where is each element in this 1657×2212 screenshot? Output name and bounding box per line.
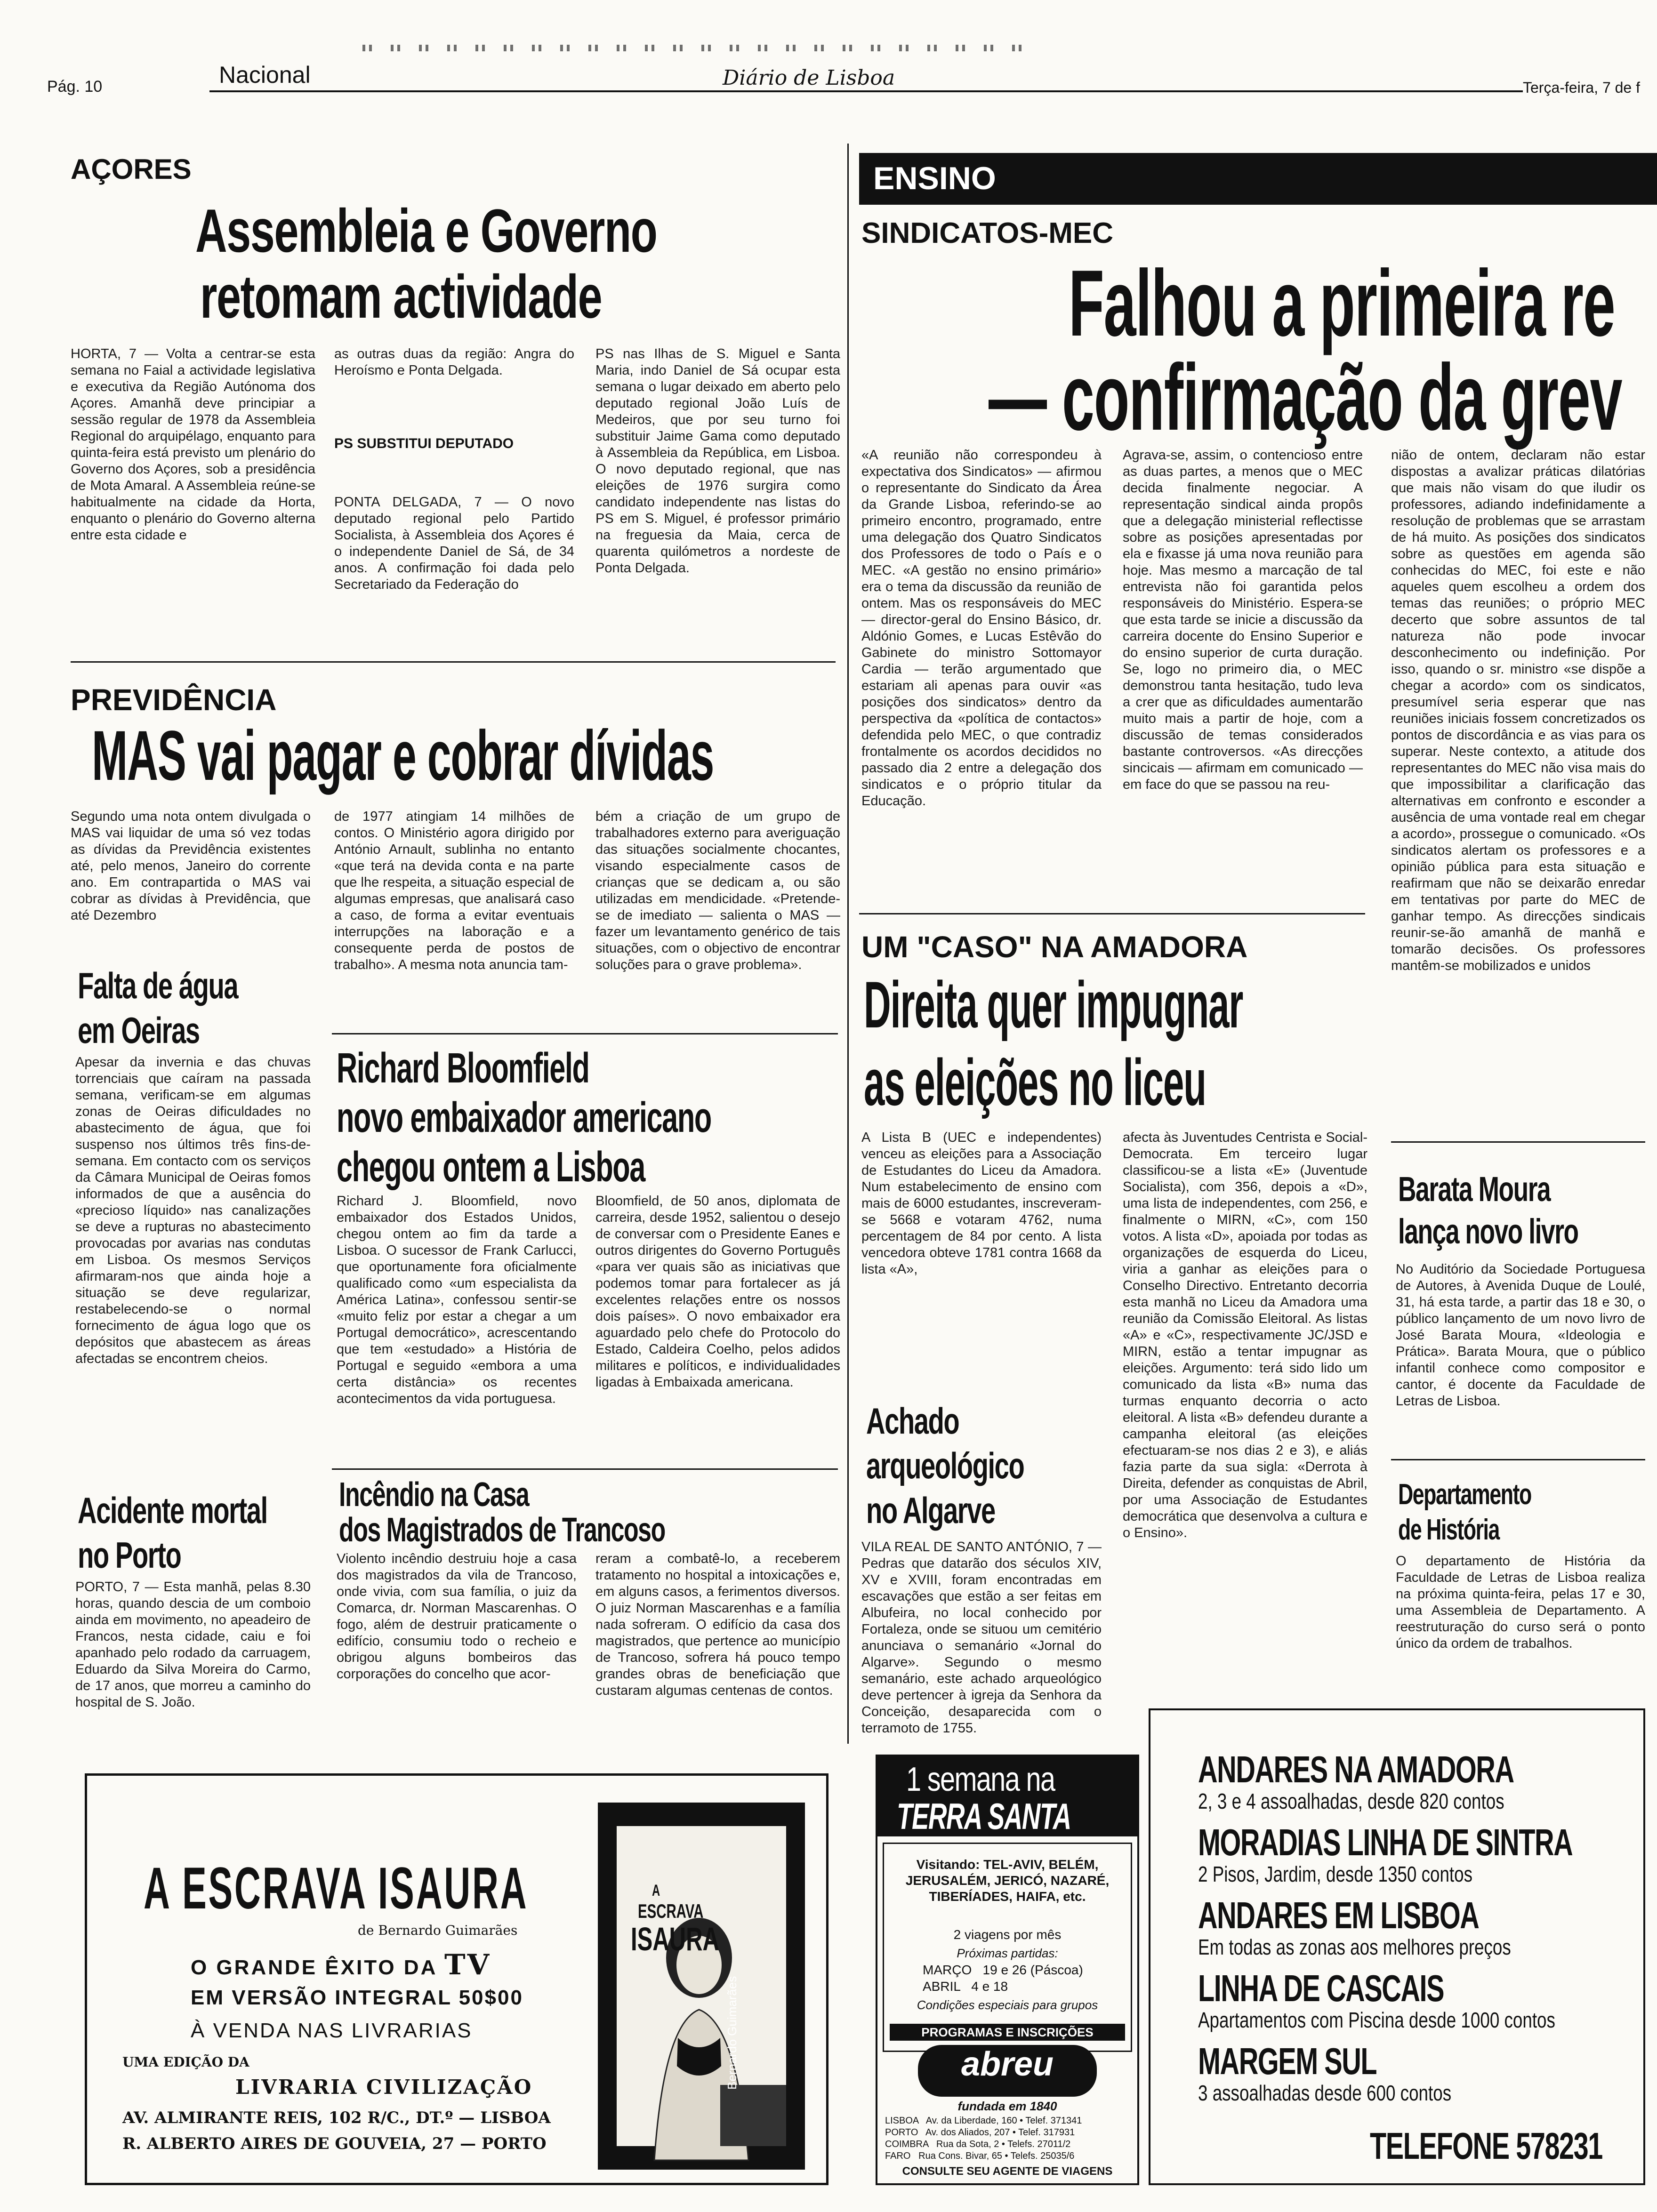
headline-bloomfield-1: Richard Bloomfield <box>337 1045 589 1092</box>
ad-andares-title-4: LINHA DE CASCAIS <box>1198 1967 1444 2009</box>
headline-agua-2: em Oeiras <box>78 1010 200 1051</box>
ad-andares-title-2: MORADIAS LINHA DE SINTRA <box>1198 1821 1573 1863</box>
article-achado: VILA REAL DE SANTO ANTÓNIO, 7 — Pedras que datarão dos séculos XIV, XV e XVIII, foram encontradas em escavações que estão a ser feitas em Albufeira, no local conhecido por Fortaleza, onde se situou um cemitério anunciava o semanário «Jornal do Algarve». Segundo o mesmo semanário, este achado arqueológico deve pertencer à igreja da Senhora da Conceição, desaparecida com o terramoto de 1755. <box>861 1539 1102 1736</box>
book-cover-a: A <box>652 1882 660 1899</box>
headline-bloomfield-2: novo embaixador americano <box>337 1094 711 1141</box>
article-acores-col2a: as outras duas da região: Angra do Heroísmo e Ponta Delgada. <box>334 346 574 378</box>
article-agua: Apesar da invernia e das chuvas torrenciais que caíram na passada semana, verificam-se em algumas zonas de Oeiras dificuldades no abastecimento de água, que foi suspenso nos últimos três fins-de-semana. Em contacto com os serviços da Câmara Municipal de Oeiras fomos informados de que a ausência do «precioso líquido» nas canalizações se deve a rupturas no abastecimento provocadas por avarias nas condutas em Lisboa. Os mesmos Serviços afirmaram-nos que ainda hoje a situação se deve regularizar, restabelecendo-se o normal fornecimento de água logo que os depósitos que abastecem as áreas afectadas se encontrem cheios. <box>75 1055 311 1366</box>
issue-date: Terça-feira, 7 de f <box>1523 79 1640 96</box>
book-cover-author: Bernardo Guimarães <box>725 1976 739 2090</box>
headline-acidente-1: Acidente mortal <box>78 1490 267 1531</box>
divider-departamento <box>1391 1459 1645 1460</box>
book-cover-isaura: ISAURA <box>631 1921 719 1957</box>
headline-agua-1: Falta de água <box>78 965 238 1006</box>
article-departamento: O departamento de História da Faculdade de Letras de Lisboa realiza na próxima quinta-feira, pelas 17 e 30, uma Assembleia de Departamento. A reestruturação do curso será o ponto único da ordem de trabalhos. <box>1396 1554 1645 1651</box>
book-cover-image <box>598 1803 805 2170</box>
divider-amadora <box>859 913 1365 914</box>
headline-achado-2: arqueológico <box>866 1445 1024 1486</box>
masthead-top-marks <box>362 45 1036 51</box>
ad-terra-visit: Visitando: TEL-AVIV, BELÉM, JERUSALÉM, JERICÓ, NAZARÉ, TIBERÍADES, HAIFA, etc. <box>905 1857 1110 1904</box>
headline-amadora-1: Direita quer impugnar <box>864 968 1243 1042</box>
headline-acores-2: retomam actividade <box>200 262 602 331</box>
headline-incendio-2: dos Magistrados de Trancoso <box>339 1511 665 1549</box>
center-column-rule <box>847 144 849 1744</box>
ad-terra-addr2: PORTO Av. dos Aliados, 207 • Telef. 317931 <box>885 2127 1075 2138</box>
headline-acores-1: Assembleia e Governo <box>195 196 657 265</box>
divider-barata <box>1391 1141 1645 1143</box>
page-number: Pág. 10 <box>47 78 103 96</box>
subhead-ps-substitui: PS SUBSTITUI DEPUTADO <box>334 436 514 451</box>
article-acidente: PORTO, 7 — Esta manhã, pelas 8.30 horas, quando descia de um comboio ainda em movimento, no apeadeiro de Francos, nesta cidade, caiu e foi apanhado pelo rodado da carruagem, Eduardo da Silva Moreira do Carmo, de 17 anos, que morreu a caminho do hospital de S. João. <box>75 1579 311 1710</box>
ad-andares-title-1: ANDARES NA AMADORA <box>1198 1748 1514 1790</box>
divider-acores <box>71 661 836 663</box>
ad-andares-sub-4: Apartamentos com Piscina desde 1000 contos <box>1198 2008 1555 2032</box>
section-tag-ensino: ENSINO <box>873 160 996 196</box>
ad-andares-sub-1: 2, 3 e 4 assoalhadas, desde 820 contos <box>1198 1789 1504 1813</box>
ad-terra-heading-1: 1 semana na <box>906 1761 1055 1798</box>
article-ensino-col3: nião de ontem, declaram não estar dispostas a avalizar práticas dilatórias que mais não visam do que iludir os professores, adiando indefinidamente a resolução de problemas que se arrastam de há muito. As posições dos sindicatos sobre as questões em agenda são conhecidas do MEC, foi este e não aqueles quem escolheu a ordem dos temas das reuniões; o próprio MEC decerto que sobre assuntos de tal natureza não pode invocar desconhecimento ou indefinição. Por isso, quando o sr. ministro «se dispõe a chegar a acordo» com os sindicatos, presumível seria esperar que nas reuniões iniciais fossem concretizados os pontos de discordância e as vias para os superar. Neste contexto, a atitude dos representantes do MEC não visa mais do que impossibilitar a clarificação das alternativas em confronto e esconder a ausência de uma vontade real em chegar a acordo», prossegue o comunicado. «Os sindicatos alertam os professores e a opinião pública para esta situação e reafirmam que não se deixarão enredar em tentativas por parte do MEC de ganhar tempo. As direcções sindicais reunir-se-ão amanhã de manhã e tomarão decisões. Os professores mantêm-se mobilizados e unidos <box>1391 448 1645 973</box>
section-tag-previdencia: PREVIDÊNCIA <box>71 683 277 717</box>
section-tag-acores: AÇORES <box>71 153 192 185</box>
headline-achado-1: Achado <box>866 1400 959 1442</box>
ad-isaura-author: de Bernardo Guimarães <box>358 1923 518 1938</box>
paper-name: Diário de Lisboa <box>723 66 895 90</box>
divider-incendio <box>332 1468 838 1470</box>
ad-isaura-line6: AV. ALMIRANTE REIS, 102 R/C., DT.º — LISBOA <box>122 2108 551 2127</box>
article-amadora-col1: A Lista B (UEC e independentes) venceu as eleições para a Associação de Estudantes do Liceu da Amadora. Num estabelecimento de ensino com mais de 6000 estudantes, inscreveram-se 5668 e votaram 4762, numa percentagem de 84 por cento. A lista vencedora obteve 1781 contra 1668 da lista «A», <box>861 1130 1102 1277</box>
ad-terra-dep: Próximas partidas: <box>957 1946 1058 1960</box>
headline-departamento-1: Departamento <box>1398 1478 1531 1511</box>
ad-terra-consult: CONSULTE SEU AGENTE DE VIAGENS <box>902 2165 1113 2178</box>
ad-andares-title-5: MARGEM SUL <box>1198 2040 1377 2082</box>
article-barata: No Auditório da Sociedade Portuguesa de Autores, à Avenida Duque de Loulé, 31, há esta tarde, a partir das 18 e 30, o público lançamento de um novo livro de José Barata Moura, «Ideologia e Prática». Barata Moura, que o público infantil conhece como compositor e cantor, é docente da Faculdade de Letras de Lisboa. <box>1396 1262 1645 1409</box>
article-acores-col3: PS nas Ilhas de S. Miguel e Santa Maria, indo Daniel de Sá ocupar esta semana o lugar deixado em aberto pelo deputado regional João Luís de Medeiros, que por seu turno foi substituir Jaime Gama como deputado à Assembleia da República, em Lisboa. O novo deputado regional, que nas eleições de 1976 surgira como candidato independente nas listas do PS em S. Miguel, é professor primário na freguesia da Maia, cerca de quarenta quilómetros a nordeste de Ponta Delgada. <box>595 346 840 576</box>
ad-isaura-line7: R. ALBERTO AIRES DE GOUVEIA, 27 — PORTO <box>122 2134 547 2153</box>
divider-bloomfield <box>332 1033 838 1034</box>
ad-isaura-line1 <box>191 1948 491 1981</box>
ad-terra-march: MARÇO 19 e 26 (Páscoa) <box>923 1963 1083 1977</box>
article-bloomfield-col2: Bloomfield, de 50 anos, diplomata de carreira, desde 1952, salientou o desejo de conversar com o Presidente Eanes e outros dirigentes do Governo Português «para ver quais são as iniciativas que podemos tomar para fortalecer as já excelentes relações entre os nossos dois países». O novo embaixador era aguardado pelo chefe do Protocolo do Estado, Caldeira Coelho, pelos adidos militares e políticos, e individualidades ligadas à Embaixada americana. <box>595 1194 840 1390</box>
article-incendio-col1: Violento incêndio destruiu hoje a casa dos magistrados da vila de Trancoso, onde vivia, com sua família, o juiz da Comarca, dr. Norman Mascarenhas. O fogo, além de destruir praticamente o edifício, consumiu todo o recheio e obrigou alguns bombeiros das corporações do concelho que acor- <box>337 1551 577 1682</box>
ad-andares-phone: TELEFONE 578231 <box>1370 2125 1602 2167</box>
article-acores-col1: HORTA, 7 — Volta a centrar-se esta semana no Faial a actividade legislativa e executiva da Região Autónoma dos Açores. Amanhã deve principiar a sessão regular de 1978 da Assembleia Regional do arquipélago, enquanto para quinta-feira está previsto um plenário do Governo dos Açores, sob a presidência de Mota Amaral. A Assembleia reúne-se habitualmente na cidade da Horta, enquanto o plenário do Governo alterna entre esta cidade e <box>71 346 315 543</box>
ad-andares-title-3: ANDARES EM LISBOA <box>1198 1894 1479 1936</box>
book-cover-figure <box>598 1803 805 2170</box>
headline-ensino-1: Falhou a primeira re <box>1069 251 1615 356</box>
headline-bloomfield-3: chegou ontem a Lisboa <box>337 1144 645 1191</box>
headline-barata-2: lança novo livro <box>1398 1212 1578 1251</box>
article-ensino-col2: Agrava-se, assim, o contencioso entre as duas partes, a menos que o MEC decida finalmente negociar. A representação sindical ainda propôs que a delegação ministerial reflectisse sobre as posições apresentadas por ela e fixasse já uma nova reunião para hoje. Mas mesmo a marcação de tal entrevista não foi garantida pelos responsáveis do Ministério. Espera-se que esta tarde se inicie a discussão da carreira docente do Ensino Superior e do ensino superior de curta duração. Se, logo no primeiro dia, o MEC demonstrou tanta hesitação, tudo leva a crer que as dificuldades aumentarão muito mais a partir de hoje, com a discussão de temas considerados bastante controversos. «As direcções sincicais — afirmam em comunicado — em face do que se passou na reu- <box>1123 448 1363 792</box>
ad-andares-sub-2: 2 Pisos, Jardim, desde 1350 contos <box>1198 1862 1472 1886</box>
masthead-rule <box>209 90 1523 92</box>
ad-terra-cond: Condições especiais para grupos <box>917 1998 1098 2012</box>
article-previdencia-col2: de 1977 atingiam 14 milhões de contos. O Ministério agora dirigido por António Arnault, sublinha no entanto «que terá na devida conta e na parte que lhe respeita, a situação especial de algumas empresas, que analisará caso a caso, de forma a evitar eventuais interrupções na laboração e a consequente perda de postos de trabalho». A mesma nota anuncia tam- <box>334 809 574 972</box>
headline-barata-1: Barata Moura <box>1398 1170 1551 1209</box>
ad-terra-addr3: COIMBRA Rua da Sota, 2 • Telefs. 27011/2 <box>885 2139 1071 2149</box>
article-ensino-col1: «A reunião não correspondeu à expectativa dos Sindicatos» — afirmou o representante do Sindicato da Área da Grande Lisboa, referindo-se ao primeiro encontro, programado, entre uma delegação dos Quatro Sindicatos dos Professores de todo o País e o MEC. «A gestão no ensino primário» era o tema da discussão da reunião de ontem. Mas os responsáveis do MEC — director-geral do Ensino Básico, dr. Aldónio Gomes, e Lucas Estêvão do Gabinete do ministro Sottomayor Cardia — terão argumentado que estariam ali apenas para ouvir «as posições dos sindicatos» dentro da perspectiva da «política de contactos» defendida pelo MEC, o que contradiz frontalmente os acordos decididos no passado dia 2 entre a delegação dos sindicatos e o próprio titular da Educação. <box>861 448 1102 809</box>
ad-andares-sub-5: 3 assoalhadas desde 600 contos <box>1198 2081 1452 2105</box>
ad-isaura-line5: LIVRARIA CIVILIZAÇÃO <box>235 2076 533 2099</box>
ad-isaura-line4: UMA EDIÇÃO DA <box>122 2054 249 2070</box>
ad-isaura-tv: TV <box>444 1948 491 1981</box>
ad-andares-sub-3: Em todas as zonas aos melhores preços <box>1198 1935 1511 1959</box>
ad-terra-april: ABRIL 4 e 18 <box>923 1979 1008 1994</box>
ad-terra-brand: abreu <box>961 2045 1054 2083</box>
ad-terra-per: 2 viagens por mês <box>953 1927 1062 1942</box>
ad-terra-since: fundada em 1840 <box>957 2099 1057 2113</box>
ad-terra-heading-2: TERRA SANTA <box>897 1795 1071 1837</box>
book-cover-escrava: ESCRAVA <box>638 1900 704 1922</box>
article-previdencia-col3: bém a criação de um grupo de trabalhadores externo para averiguação das situações socialmente chocantes, visando especialmente casos de crianças que se dedicam a, ou são utilizadas em mendicidade. «Pretende-se de imediato — salienta o MAS — fazer um levantamento genérico de tais situações, com o objectivo de encontrar soluções para o grave problema». <box>595 809 840 972</box>
article-incendio-col2: reram a combatê-lo, a receberem tratamento no hospital a intoxicações e, em alguns casos, a ferimentos diversos. O juiz Norman Mascarenhas e a família nada sofreram. O edifício da casa dos magistrados, que pertence ao município de Trancoso, sofrera há pouco tempo grandes obras de beneficiação que custaram algumas centenas de contos. <box>595 1551 840 1698</box>
subhead-sindicatos-mec: SINDICATOS-MEC <box>861 217 1114 249</box>
headline-previdencia: MAS vai pagar e cobrar dívidas <box>92 716 714 795</box>
article-previdencia-col1: Segundo uma nota ontem divulgada o MAS vai liquidar de uma só vez todas as dívidas da Previdência existentes até, pelo menos, Janeiro do corrente ano. Em contrapartida o MAS vai cobrar as dívidas à Previdência, que até Dezembro <box>71 809 311 923</box>
ad-terra-addr4: FARO Rua Cons. Bivar, 65 • Telefs. 25035/6 <box>885 2151 1075 2161</box>
ad-terra-addr1: LISBOA Av. da Liberdade, 160 • Telef. 371341 <box>885 2116 1082 2126</box>
headline-acidente-2: no Porto <box>78 1534 181 1576</box>
article-acores-col2b: PONTA DELGADA, 7 — O novo deputado regional pelo Partido Socialista, à Assembleia dos Açores é o independente Daniel de Sá, de 34 anos. A confirmação foi dada pelo Secretariado da Federação do <box>334 495 574 592</box>
section-name: Nacional <box>219 62 311 88</box>
section-tag-amadora: UM "CASO" NA AMADORA <box>861 930 1248 964</box>
ad-isaura-title: A ESCRAVA ISAURA <box>144 1856 529 1921</box>
article-amadora-col2: afecta às Juventudes Centrista e Social-Democrata. Em terceiro lugar classificou-se a lista «E» (Juventude Socialista), com 356, depois a «D», uma lista de independentes, com 256, e finalmente o MIRN, «C», com 150 votos. A lista «D», apoiada por todas as organizações de esquerda do Liceu, viria a ganhar as eleições para o Conselho Directivo. Entretanto decorria esta manhã no Liceu da Amadora uma reunião da Comissão Eleitoral. As listas «A» e «C», respectivamente JC/JSD e MIRN, estão a tentar impugnar as eleições. Argumento: terá sido lido um comunicado da lista «B» numa das turmas enquanto decorria o acto eleitoral. A lista «B» defendeu durante a campanha eleitoral (as eleições efectuaram-se nos dias 2 e 3), e aliás fazia parte da sua sigla: «Derrota à Direita, defender as conquistas de Abril, por uma Associação de Estudantes democrática que desenvolva a cultura e o Ensino». <box>1123 1130 1367 1540</box>
headline-ensino-2: — confirmação da grev <box>989 345 1622 450</box>
headline-departamento-2: de História <box>1398 1514 1499 1546</box>
article-bloomfield-col1: Richard J. Bloomfield, novo embaixador dos Estados Unidos, chegou ontem ao fim da tarde a Lisboa. O sucessor de Frank Carlucci, que oportunamente fora oficialmente qualificado como «um especialista da América Latina», confessou sentir-se «muito feliz por estar a chegar a um Portugal democrático», acrescentando que tem «estudado» a História de Portugal e seguido «embora a uma certa distância» os recentes acontecimentos da vida portuguesa. <box>337 1194 577 1406</box>
ad-terra-prog: PROGRAMAS E INSCRIÇÕES <box>921 2025 1094 2039</box>
headline-amadora-2: as eleições no liceu <box>864 1045 1206 1119</box>
ad-isaura-line2: EM VERSÃO INTEGRAL 50$00 <box>191 1986 523 2009</box>
ad-isaura-line1a: O GRANDE ÊXITO DA <box>191 1956 437 1979</box>
ad-isaura-line3: À VENDA NAS LIVRARIAS <box>191 2019 473 2042</box>
headline-incendio-1: Incêndio na Casa <box>339 1476 529 1514</box>
headline-achado-3: no Algarve <box>866 1490 995 1531</box>
